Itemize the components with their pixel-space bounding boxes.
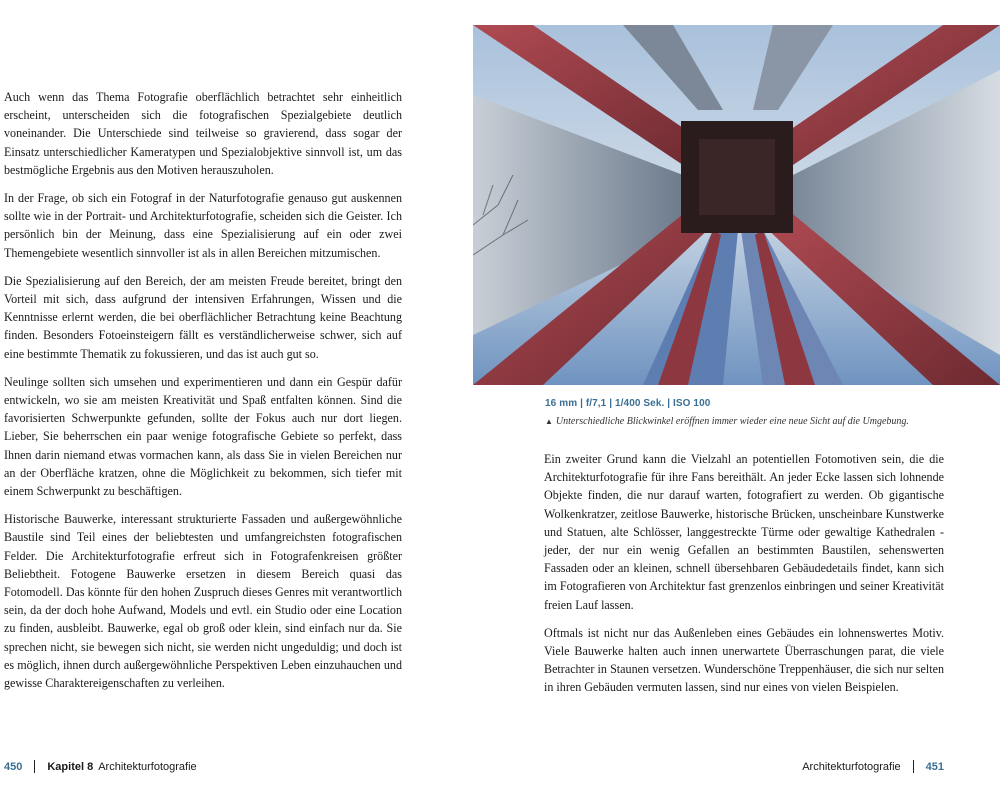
center-inner [699,139,775,215]
right-footer [802,760,944,773]
page-number: 450 [4,760,23,773]
architecture-photo [473,25,1000,385]
caption-triangle-icon: ▲ [545,417,553,426]
paragraph: Die Spezialisierung auf den Bereich, der am meisten Freude bereitet, bringt den Vorteil mit sich, dass aufgrund der intensiven Erfahrungen, Wissen und die Kenntnisse erlernt werden, die bei oberflächlicher Betrachtung keine Beachtung finden. Besonders Fotoeinsteigern fällt es verständlicherweise schwer, sich auf eine bestimmte Thematik zu fokussieren, und das ist auch gut so. [4,273,402,361]
paragraph: In der Frage, ob sich ein Fotograf in der Naturfotografie genauso gut auskennen sollte wie in der Portrait- und Architekturfotografie, scheiden sich die Geister. Ich persönlich bin der Meinung, dass eine Spezialisierung auf ein oder zwei Themengebiete wesentlich sinnvoller ist als in allen Bereichen mitzumischen. [4,191,402,260]
chapter-title: Architekturfotografie [802,760,901,773]
caption-text: Unterschiedliche Blickwinkel eröffnen immer wieder eine neue Sicht auf die Umgebung. [555,416,909,427]
paragraph: Neulinge sollten sich umsehen und experimentieren und dann ein Gespür dafür entwickeln, wo sie am meisten Kreativität und Spaß entfalten können. Sind die favorisierten Schwerpunkte gefunden, sollte der Fokus auch nur dort liegen. Lieber, Sie beherrschen ein paar wenige fotografische Gebiete so perfekt, dass Ihnen darin niemand etwas vormachen kann, als dass Sie in vielen Bereichen nur an der Oberfläche kratzen, ohne die Möglichkeit zu bekommen, sich tiefer mit einem Schwerpunkt zu beschäftigen. [4,374,402,499]
footer-divider [34,760,35,773]
left-footer [4,760,197,773]
right-page [500,0,1000,800]
exif-info: 16 mm | f/7,1 | 1/400 Sek. | ISO 100 [545,398,711,409]
footer-divider [913,760,914,773]
chapter-label: Kapitel 8 [47,760,94,773]
paragraph: Historische Bauwerke, interessant strukturierte Fassaden und außergewöhnliche Baustile sind Teil eines der beliebtesten und umfangreichsten fotografischen Felder. Die Architekturfotografie erfreut sich in Fotografenkreisen größter Beliebtheit. Fotogene Bauwerke ersetzen in diesem Bereich quasi das Fotomodell. Das könnte für den hohen Zuspruch dieses Genres mit verantwortlich sein, da der doch hohe Aufwand, Models und evtl. ein Studio oder eine Location zu finden, ausbleibt. Bauwerke, egal ob groß oder klein, sind einfach nur da. Sie sprechen nicht, sie bewegen sich nicht, sie werden nicht ungeduldig; und doch ist es möglich, ihnen durch außergewöhnliche Perspektiven Leben einzuhauchen und gewisse Charaktereigenschaften zu verleihen. [4,512,402,691]
chapter-title: Architekturfotografie [98,760,197,773]
page-number: 451 [925,760,944,773]
paragraph: Ein zweiter Grund kann die Vielzahl an potentiellen Fotomotiven sein, die die Architekturfotografie für ihre Fans bereithält. An jeder Ecke lassen sich lohnende Objekte finden, die nur darauf warten, fotografiert zu werden. Ob gigantische Wolkenkratzer, zeitlose Bauwerke, historische Brücken, unscheinbare Kunstwerke und Statuen, alte Schlösser, langgestreckte Türme oder gewaltige Kathedralen - jeder, der nur ein wenig Gefallen an bestimmten Baustilen, sehenswerten Fassaden oder an kleinen, schnell übersehbaren Gebäudedetails findet, kann sich im Fotografieren von Architektur fast grenzenlos einbringen und seiner Kreativität freien Lauf lassen. [544,452,944,612]
photo-illustration [473,25,1000,385]
paragraph: Auch wenn das Thema Fotografie oberflächlich betrachtet sehr einheitlich erscheint, unterscheiden sich die fotografischen Spezialgebiete deutlich voneinander. Die Unterschiede sind teilweise so gravierend, dass sogar der Einsatz unterschiedlicher Kameratypen und Spezialobjektive sinnvoll ist, um das bestmögliche Ergebnis aus den Motiven herauszuholen. [4,90,402,177]
right-body-text [544,450,944,707]
left-body-text [4,88,402,702]
photo-caption [545,416,965,427]
paragraph: Oftmals ist nicht nur das Außenleben eines Gebäudes ein lohnenswertes Motiv. Viele Bauwerke halten auch innen unerwartete Überraschungen parat, die viele Betrachter in Staunen versetzen. Wunderschöne Treppenhäuser, die sich nur selten in ihren Gebäuden vermuten lassen, sind nur eines von vielen Beispielen. [544,625,944,695]
